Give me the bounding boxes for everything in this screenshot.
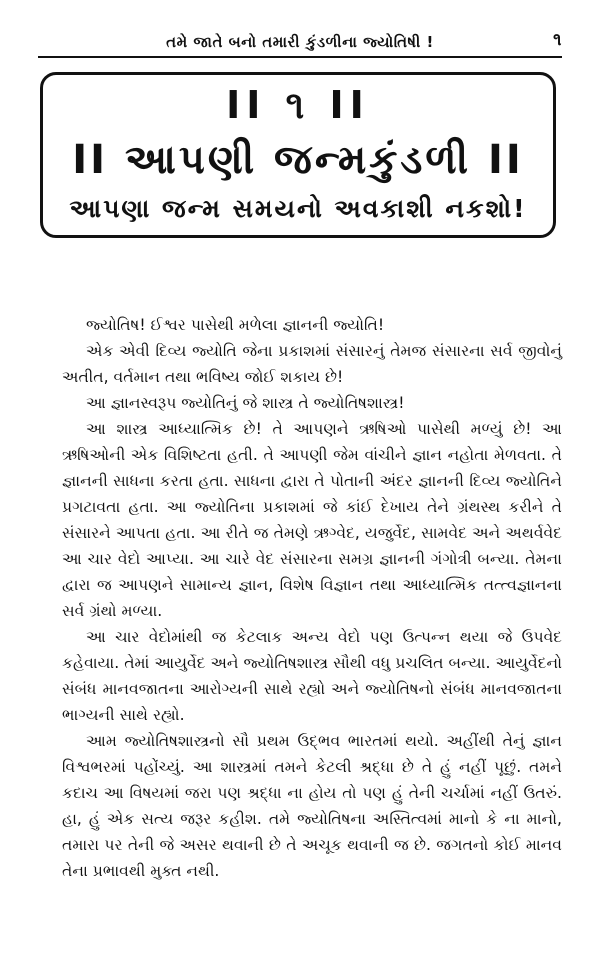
paragraph: આ શાસ્ત્ર આધ્યાત્મિક છે! તે આપણને ઋષિઓ પાસેથી મળ્યું છે! આ ઋષિઓની એક વિશિષ્ટતા હતી. તે આપણી જેમ વાંચીને જ્ઞાન નહોતા મેળવતા. તે જ્ઞાનની સાધના કરતા હતા. સાધના દ્વારા તે પોતાની અંદર જ્ઞાનની દિવ્ય જ્યોતિને પ્રગટાવતા હતા. આ જ્યોતિના પ્રકાશમાં જે કાંઈ દેખાય તેને ગ્રંથસ્થ કરીને તે સંસારને આપતા હતા. આ રીતે જ તેમણે ઋગ્વેદ, યજુર્વેદ, સામવેદ અને અથર્વવેદ આ ચાર વેદો આપ્યા. આ ચારે વેદ સંસારના સમગ્ર જ્ઞાનની ગંગોત્રી બન્યા. તેમના દ્વારા જ આપણને સામાન્ય જ્ઞાન, વિશેષ વિજ્ઞાન તથા આધ્યાત્મિક તત્ત્વજ્ઞાનના સર્વ ગ્રંથો મળ્યા.: [62, 420, 562, 620]
paragraph: આ ચાર વેદોમાંથી જ કેટલાક અન્ય વેદો પણ ઉત્પન્ન થયા જે ઉપવેદ કહેવાયા. તેમાં આયુર્વેદ અને જ્યોતિષશાસ્ત્ર સૌથી વધુ પ્રચલિત બન્યા. આયુર્વેદનો સંબંધ માનવજાતના આરોગ્યની સાથે રહ્યો અને જ્યોતિષનો સંબંધ માનવજાતના ભાગ્યની સાથે રહ્યો.: [62, 628, 562, 724]
chapter-subtitle: આપણા જન્મ સમયનો અવકાશી નકશો!: [69, 194, 527, 223]
running-title: તમે જાતે બનો તમારી કુંડળીના જ્યોતિષી !: [166, 33, 434, 51]
chapter-title: II આપણી જન્મકુંડળી II: [72, 137, 524, 183]
chapter-title-box: [40, 72, 556, 238]
paragraph: આમ જ્યોતિષશાસ્ત્રનો સૌ પ્રથમ ઉદ્ભવ ભારતમાં થયો. અહીંથી તેનું જ્ઞાન વિશ્વભરમાં પહોંચ્યું. આ શાસ્ત્રમાં તમને કેટલી શ્રદ્ધા છે તે હું નહીં પૂછું. તમને કદાચ આ વિષયમાં જરા પણ શ્રદ્ધા ના હોય તો પણ હું તેની ચર્ચામાં નહીં ઉતરું. હા, હું એક સત્ય જરૂર કહીશ. તમે જ્યોતિષના અસ્તિત્વમાં માનો કે ના માનો, તમારા પર તેની જે અસર થવાની છે તે અચૂક થવાની જ છે. જગતનો કોઈ માનવ તેના પ્રભાવથી મુક્ત નથી.: [62, 732, 562, 880]
chapter-number: II ૧ II: [226, 83, 370, 127]
paragraph: જ્યોતિષ! ઈશ્વર પાસેથી મળેલા જ્ઞાનની જ્યોતિ!: [86, 316, 385, 334]
running-header: [38, 28, 562, 58]
paragraph: એક એવી દિવ્ય જ્યોતિ જેના પ્રકાશમાં સંસારનું તેમજ સંસારના સર્વ જીવોનું અતીત, વર્તમાન તથા ભવિષ્ય જોઈ શકાય છે!: [62, 342, 562, 386]
body-text: [62, 312, 562, 884]
page-number: ૧: [553, 30, 562, 50]
paragraph: આ જ્ઞાનસ્વરૂપ જ્યોતિનું જે શાસ્ત્ર તે જ્યોતિષશાસ્ત્ર!: [86, 394, 405, 412]
